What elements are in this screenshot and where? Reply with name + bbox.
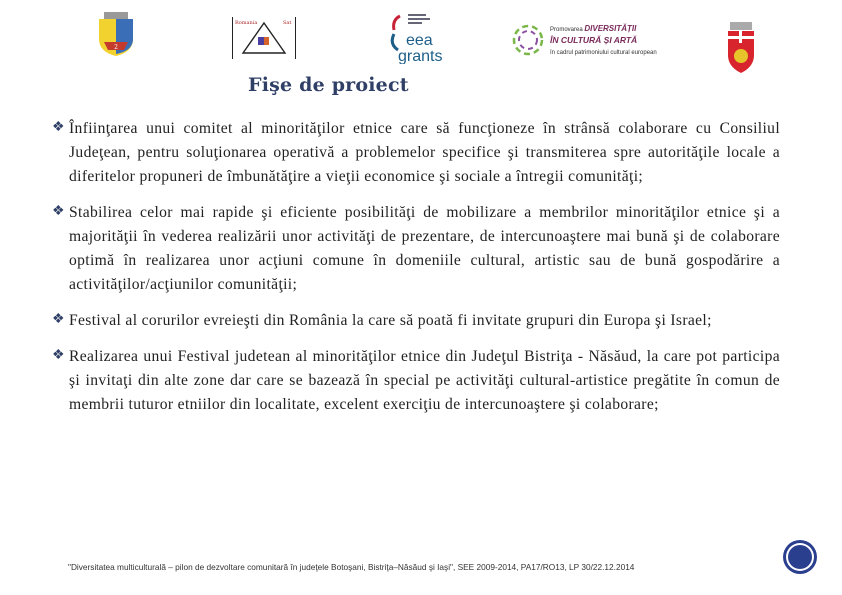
svg-text:eea: eea <box>406 32 433 49</box>
list-item-text: Stabilirea celor mai rapide şi eficiente posibilităţi de mobilizare a membrilor minorităţilor etnice şi a majorităţii în vederea realizării unor activităţi de prezentare, de intercunoaştere mai bună şi de colaborare optimă în realizarea unor acţiuni comune în domeniile cultural, artistic sau de bună gospodărire a activităţilor/acţiunilor comunităţii; <box>69 204 780 293</box>
list-item <box>52 201 780 297</box>
list-item <box>52 117 780 189</box>
svg-text:în cadrul patrimoniului cultur: în cadrul patrimoniului cultural european <box>550 50 657 56</box>
association-logo <box>232 17 296 59</box>
page-title: Fişe de proiect <box>248 74 409 96</box>
list-item-text: Festival al corurilor evreieşti din România la care să poată fi invitate grupuri din Europa şi Israel; <box>69 312 712 329</box>
list-item-text: Înfiinţarea unui comitet al minorităţilor etnice care să funcţioneze în strânsă colaborare cu Consiliul Judeţean, pentru soluţionarea operativă a problemelor specifice şi transmiterea spre autorităţile locale a diferitelor propuneri de îmbunătăţire a vieţii economice şi sociale a întregii comunităţi; <box>69 120 780 185</box>
footer-text: "Diversitatea multiculturală – pilon de dezvoltare comunitară în judeţele Botoşani, Bistriţa–Năsăud şi Iaşi", SEE 2009-2014, PA17/RO13, LP 30/22.12.2014 <box>68 562 635 572</box>
svg-text:ÎN CULTURĂ ȘI ARTĂ: ÎN CULTURĂ ȘI ARTĂ <box>550 35 638 45</box>
diamond-bullet-icon: ❖ <box>52 119 65 135</box>
county-coat-of-arms <box>96 12 136 56</box>
svg-text:grants: grants <box>398 48 443 64</box>
diamond-bullet-icon: ❖ <box>52 311 65 327</box>
list-item <box>52 345 780 417</box>
eea-grants-logo <box>388 12 472 64</box>
diamond-bullet-icon: ❖ <box>52 347 65 363</box>
svg-text:Sat: Sat <box>283 20 292 26</box>
svg-text:Romania: Romania <box>235 20 258 26</box>
city-coat-of-arms <box>726 22 756 74</box>
list-item <box>52 309 780 333</box>
project-list <box>52 117 780 429</box>
diversity-program-logo <box>510 20 690 60</box>
svg-text:Promovarea DIVERSITĂȚII: Promovarea DIVERSITĂȚII <box>550 24 637 33</box>
list-item-text: Realizarea unui Festival judetean al minorităţilor etnice din Judeţul Bistriţa - Năsăud, la care pot participa şi invitaţi din alte zone dar care se bazează în special pe activităţi cultural-artistice pregătite în comun de membrii tuturor etniilor din localitate, excelent exerciţiu de intercunoaştere şi colaborare; <box>69 348 780 413</box>
page-number-badge <box>786 543 814 571</box>
diamond-bullet-icon: ❖ <box>52 203 65 219</box>
svg-text:2: 2 <box>114 44 118 51</box>
